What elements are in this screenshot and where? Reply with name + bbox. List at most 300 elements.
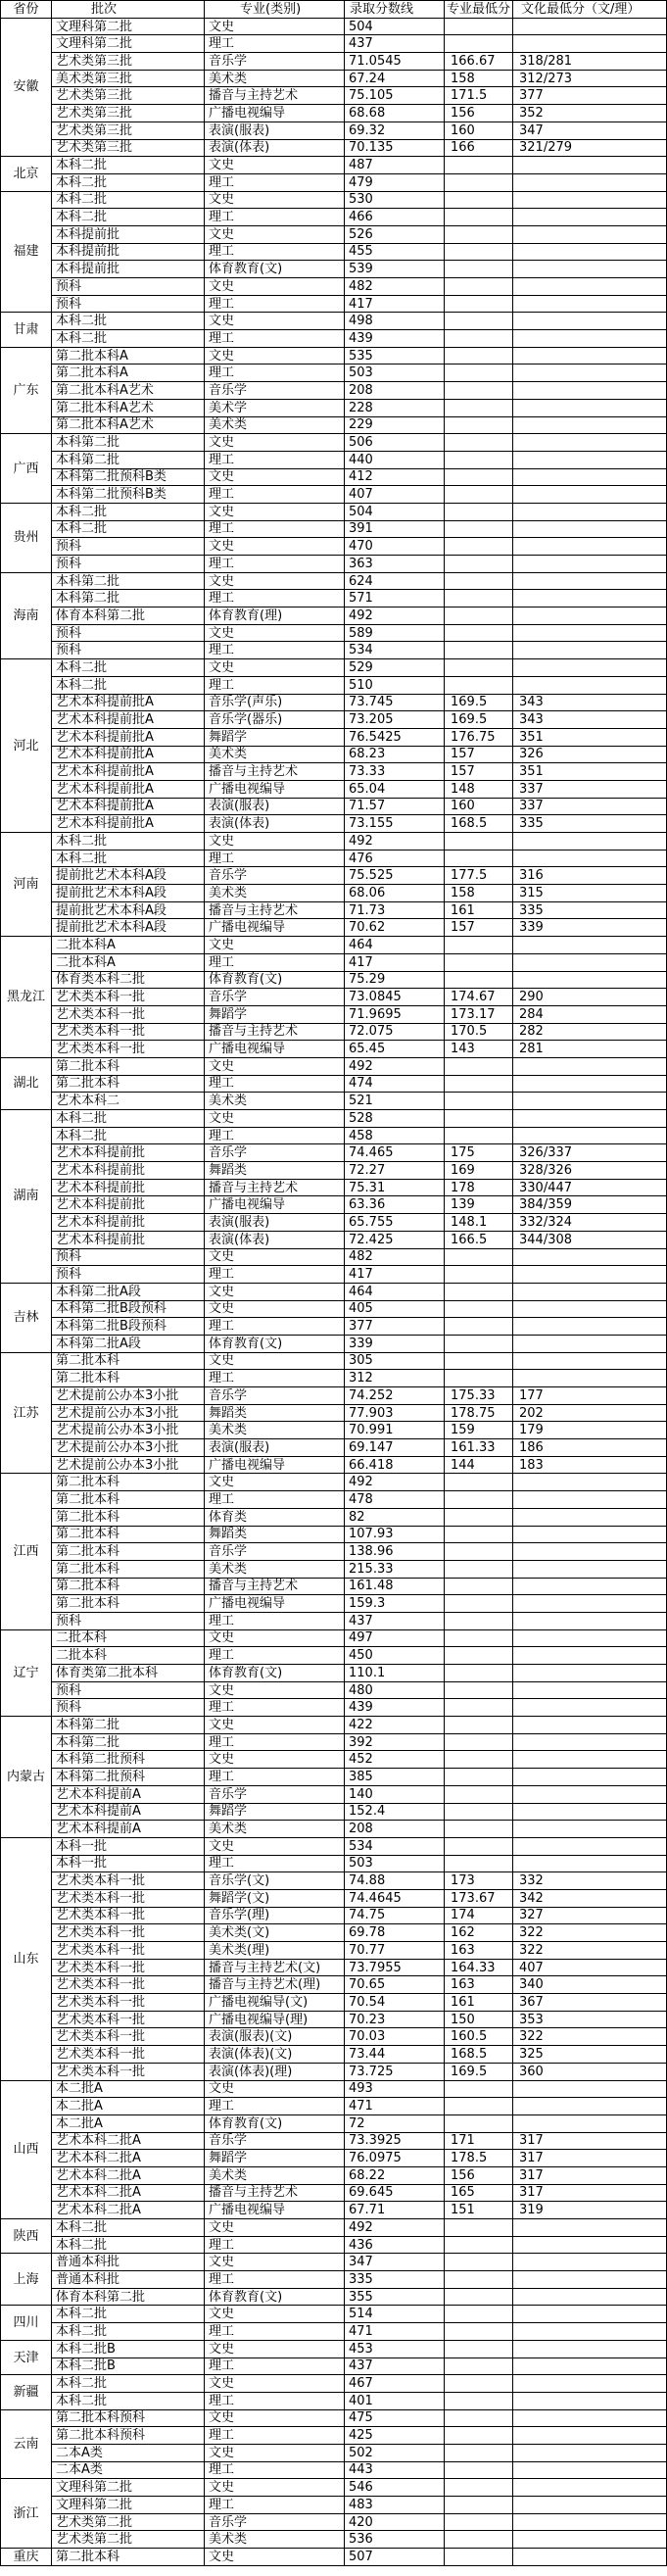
table-row: [1, 885, 667, 902]
culture-min-score-cell: [513, 2549, 667, 2566]
major-cell: 理工: [205, 520, 345, 538]
table-row: [1, 1560, 667, 1578]
admission-score-cell: 70.03: [345, 2028, 445, 2046]
major-cell: 文史: [205, 2549, 345, 2566]
major-min-score-cell: [445, 1127, 513, 1144]
major-min-score-cell: 157: [445, 919, 513, 937]
culture-min-score-cell: 326: [513, 746, 667, 763]
culture-min-score-cell: [513, 2357, 667, 2375]
admission-score-cell: 71.0545: [345, 53, 445, 71]
batch-cell: 第二批本科: [52, 1595, 205, 1613]
major-cell: 音乐学: [205, 382, 345, 400]
table-row: [1, 659, 667, 677]
admission-score-cell: 75.29: [345, 971, 445, 989]
major-min-score-cell: [445, 2340, 513, 2357]
major-min-score-cell: [445, 572, 513, 590]
batch-cell: 提前批艺术本科A段: [52, 867, 205, 885]
admission-score-cell: 74.4645: [345, 1889, 445, 1907]
table-row: [1, 1439, 667, 1457]
table-row: [1, 1093, 667, 1110]
province-cell: 黑龙江: [1, 937, 52, 1058]
admission-score-cell: 452: [345, 1751, 445, 1769]
major-cell: 文史: [205, 1629, 345, 1647]
batch-cell: 本科第二批: [52, 451, 205, 468]
batch-cell: 二本A类: [52, 2461, 205, 2479]
table-row: [1, 538, 667, 556]
culture-min-score-cell: [513, 1821, 667, 1838]
admission-score-cell: 471: [345, 2098, 445, 2115]
culture-min-score-cell: [513, 468, 667, 486]
admission-score-cell: 70.65: [345, 1976, 445, 1994]
admission-score-cell: 159.3: [345, 1595, 445, 1613]
table-row: [1, 1785, 667, 1803]
table-row: [1, 2497, 667, 2514]
major-cell: 理工: [205, 365, 345, 382]
major-min-score-cell: [445, 2409, 513, 2427]
admission-score-cell: 417: [345, 295, 445, 313]
major-cell: 舞蹈学(文): [205, 1889, 345, 1907]
table-row: [1, 2098, 667, 2115]
culture-min-score-cell: 353: [513, 2011, 667, 2028]
major-cell: 文史: [205, 624, 345, 642]
batch-cell: 艺术类本科一批: [52, 1976, 205, 1994]
culture-min-score-cell: [513, 1248, 667, 1266]
table-row: [1, 1508, 667, 1526]
culture-min-score-cell: [513, 173, 667, 191]
major-min-score-cell: 177.5: [445, 867, 513, 885]
culture-min-score-cell: [513, 937, 667, 954]
admission-score-cell: 75.31: [345, 1179, 445, 1196]
batch-cell: 本科二批: [52, 2219, 205, 2237]
batch-cell: 本科二批: [52, 313, 205, 330]
batch-cell: 第二批本科A艺术: [52, 382, 205, 400]
admission-score-cell: 73.205: [345, 711, 445, 729]
table-row: [1, 2531, 667, 2549]
batch-cell: 艺术类本科一批: [52, 1889, 205, 1907]
batch-cell: 艺术本科提前批: [52, 1162, 205, 1180]
admission-score-cell: 73.745: [345, 694, 445, 711]
major-cell: 音乐学(声乐): [205, 694, 345, 711]
major-min-score-cell: 161: [445, 901, 513, 919]
major-cell: 美术类: [205, 70, 345, 87]
major-cell: 理工: [205, 330, 345, 348]
major-min-score-cell: [445, 209, 513, 226]
batch-cell: 艺术类本科一批: [52, 2011, 205, 2028]
major-min-score-cell: 176.75: [445, 728, 513, 746]
table-row: [1, 1907, 667, 1924]
major-min-score-cell: 166.67: [445, 53, 513, 71]
major-cell: 理工: [205, 486, 345, 504]
major-min-score-cell: [445, 1526, 513, 1543]
major-cell: 舞蹈学: [205, 2150, 345, 2167]
major-cell: 美术类: [205, 1422, 345, 1439]
major-min-score-cell: [445, 1837, 513, 1855]
table-row: [1, 1300, 667, 1318]
province-cell: 河南: [1, 833, 52, 937]
major-cell: 音乐学: [205, 1785, 345, 1803]
culture-min-score-cell: [513, 1508, 667, 1526]
major-min-score-cell: 159: [445, 1422, 513, 1439]
major-min-score-cell: [445, 1491, 513, 1509]
major-cell: 文史: [205, 538, 345, 556]
culture-min-score-cell: [513, 2444, 667, 2461]
major-cell: 理工: [205, 1647, 345, 1665]
culture-min-score-cell: 351: [513, 763, 667, 781]
table-row: [1, 1005, 667, 1023]
major-min-score-cell: [445, 2323, 513, 2341]
major-cell: 文史: [205, 1681, 345, 1699]
culture-min-score-cell: 339: [513, 919, 667, 937]
major-cell: 美术类: [205, 1821, 345, 1838]
table-row: [1, 953, 667, 971]
admission-score-cell: 453: [345, 2340, 445, 2357]
culture-min-score-cell: [513, 2219, 667, 2237]
major-cell: 文史: [205, 225, 345, 243]
table-row: [1, 1872, 667, 1890]
major-cell: 理工: [205, 2392, 345, 2409]
batch-cell: 第二批本科A: [52, 365, 205, 382]
major-min-score-cell: [445, 1629, 513, 1647]
batch-cell: 本科第二批预科B类: [52, 468, 205, 486]
culture-min-score-cell: [513, 2254, 667, 2271]
table-row: [1, 1595, 667, 1613]
header-province: 省份: [1, 1, 52, 19]
major-cell: 表演(服表): [205, 122, 345, 139]
major-min-score-cell: [445, 416, 513, 434]
province-cell: 辽宁: [1, 1629, 52, 1716]
culture-min-score-cell: [513, 590, 667, 608]
major-min-score-cell: 161: [445, 1994, 513, 2012]
table-row: [1, 1733, 667, 1751]
major-min-score-cell: 163: [445, 1942, 513, 1960]
province-cell: 安徽: [1, 18, 52, 157]
table-row: [1, 157, 667, 174]
table-row: [1, 1821, 667, 1838]
major-cell: 文史: [205, 468, 345, 486]
province-cell: 天津: [1, 2340, 52, 2374]
major-min-score-cell: [445, 2392, 513, 2409]
table-row: [1, 1352, 667, 1370]
batch-cell: 预科: [52, 1699, 205, 1717]
major-cell: 体育教育(文): [205, 1335, 345, 1352]
major-cell: 美术学: [205, 399, 345, 416]
admission-score-cell: 228: [345, 399, 445, 416]
major-min-score-cell: [445, 2271, 513, 2289]
batch-cell: 本科提前批: [52, 225, 205, 243]
province-cell: 海南: [1, 572, 52, 658]
table-row: [1, 53, 667, 71]
admission-score-cell: 476: [345, 850, 445, 867]
table-row: [1, 1647, 667, 1665]
batch-cell: 提前批艺术本科A段: [52, 919, 205, 937]
table-row: [1, 173, 667, 191]
major-cell: 文史: [205, 2444, 345, 2461]
major-min-score-cell: [445, 503, 513, 520]
admission-score-cell: 492: [345, 833, 445, 851]
major-cell: 理工: [205, 209, 345, 226]
major-cell: 播音与主持艺术: [205, 1179, 345, 1196]
batch-cell: 预科: [52, 1681, 205, 1699]
table-row: [1, 2549, 667, 2566]
major-min-score-cell: [445, 1110, 513, 1128]
admission-score-cell: 229: [345, 416, 445, 434]
batch-cell: 第二批本科: [52, 1543, 205, 1561]
major-min-score-cell: [445, 1093, 513, 1110]
culture-min-score-cell: [513, 556, 667, 573]
batch-cell: 预科: [52, 1248, 205, 1266]
table-row: [1, 139, 667, 157]
admission-score-cell: 483: [345, 2497, 445, 2514]
culture-min-score-cell: [513, 2513, 667, 2531]
table-row: [1, 1889, 667, 1907]
major-cell: 美术类: [205, 1093, 345, 1110]
culture-min-score-cell: [513, 1665, 667, 1682]
header-major-min-score: 专业最低分: [445, 1, 513, 19]
batch-cell: 艺术类本科一批: [52, 2063, 205, 2080]
major-min-score-cell: 162: [445, 1924, 513, 1942]
batch-cell: 艺术提前公办本3小批: [52, 1404, 205, 1422]
admission-score-cell: 305: [345, 1352, 445, 1370]
batch-cell: 二批本科A: [52, 937, 205, 954]
major-min-score-cell: 148: [445, 780, 513, 798]
admission-score-cell: 466: [345, 209, 445, 226]
admission-score-cell: 73.33: [345, 763, 445, 781]
batch-cell: 本科二批: [52, 173, 205, 191]
batch-cell: 本科一批: [52, 1837, 205, 1855]
admission-score-cell: 401: [345, 2392, 445, 2409]
major-min-score-cell: [445, 1647, 513, 1665]
culture-min-score-cell: [513, 157, 667, 174]
batch-cell: 艺术类本科一批: [52, 1924, 205, 1942]
table-row: [1, 556, 667, 573]
major-cell: 理工: [205, 676, 345, 694]
culture-min-score-cell: 384/359: [513, 1196, 667, 1214]
culture-min-score-cell: [513, 1474, 667, 1491]
batch-cell: 第二批本科A艺术: [52, 399, 205, 416]
table-row: [1, 2461, 667, 2479]
batch-cell: 文理科第二批: [52, 2497, 205, 2514]
admission-score-cell: 437: [345, 2357, 445, 2375]
culture-min-score-cell: [513, 1266, 667, 1284]
header-major: 专业(类别): [205, 1, 345, 19]
header-batch: 批次: [52, 1, 205, 19]
culture-min-score-cell: [513, 1543, 667, 1561]
admission-score-cell: 417: [345, 1266, 445, 1284]
culture-min-score-cell: 347: [513, 122, 667, 139]
major-cell: 体育教育(理): [205, 608, 345, 625]
major-min-score-cell: [445, 1751, 513, 1769]
batch-cell: 本科一批: [52, 1855, 205, 1872]
major-cell: 理工: [205, 1699, 345, 1717]
admission-score-cell: 72.075: [345, 1023, 445, 1041]
batch-cell: 本科第二批预科: [52, 1769, 205, 1786]
major-min-score-cell: [445, 1769, 513, 1786]
table-row: [1, 295, 667, 313]
table-row: [1, 18, 667, 35]
batch-cell: 本科二批: [52, 157, 205, 174]
table-row: [1, 1976, 667, 1994]
culture-min-score-cell: [513, 1318, 667, 1336]
major-min-score-cell: [445, 608, 513, 625]
batch-cell: 二批本科: [52, 1629, 205, 1647]
table-row: [1, 122, 667, 139]
admission-score-cell: 68.23: [345, 746, 445, 763]
major-cell: 理工: [205, 1075, 345, 1093]
admission-score-cell: 502: [345, 2444, 445, 2461]
batch-cell: 本科二批: [52, 2236, 205, 2254]
table-row: [1, 1803, 667, 1821]
table-row: [1, 1837, 667, 1855]
culture-min-score-cell: 282: [513, 1023, 667, 1041]
province-cell: 重庆: [1, 2549, 52, 2566]
admission-score-cell: 65.04: [345, 780, 445, 798]
table-row: [1, 1162, 667, 1180]
batch-cell: 艺术类本科一批: [52, 1041, 205, 1058]
batch-cell: 艺术本科提前批A: [52, 746, 205, 763]
major-cell: 文史: [205, 1717, 345, 1734]
culture-min-score-cell: [513, 2409, 667, 2427]
major-min-score-cell: 158: [445, 885, 513, 902]
major-cell: 体育类: [205, 1508, 345, 1526]
admission-score-cell: 498: [345, 313, 445, 330]
major-min-score-cell: [445, 1335, 513, 1352]
header-admission-score: 录取分数线: [345, 1, 445, 19]
admission-score-cell: 510: [345, 676, 445, 694]
major-min-score-cell: [445, 486, 513, 504]
major-min-score-cell: 157: [445, 746, 513, 763]
major-min-score-cell: [445, 261, 513, 278]
culture-min-score-cell: [513, 2098, 667, 2115]
batch-cell: 艺术类本科一批: [52, 1907, 205, 1924]
major-min-score-cell: 158: [445, 70, 513, 87]
admission-score-cell: 546: [345, 2479, 445, 2497]
admission-score-cell: 335: [345, 2271, 445, 2289]
culture-min-score-cell: [513, 1352, 667, 1370]
admission-score-cell: 624: [345, 572, 445, 590]
major-min-score-cell: [445, 833, 513, 851]
major-cell: 理工: [205, 590, 345, 608]
major-min-score-cell: 144: [445, 1456, 513, 1474]
table-row: [1, 694, 667, 711]
culture-min-score-cell: 325: [513, 2046, 667, 2064]
major-cell: 理工: [205, 953, 345, 971]
culture-min-score-cell: [513, 2236, 667, 2254]
province-cell: 山西: [1, 2080, 52, 2219]
table-row: [1, 2132, 667, 2150]
culture-min-score-cell: [513, 261, 667, 278]
admission-score-cell: 66.418: [345, 1456, 445, 1474]
table-row: [1, 278, 667, 296]
table-row: [1, 2011, 667, 2028]
table-row: [1, 382, 667, 400]
batch-cell: 文理科第二批: [52, 2479, 205, 2497]
culture-min-score-cell: [513, 1647, 667, 1665]
culture-min-score-cell: [513, 295, 667, 313]
major-min-score-cell: [445, 2236, 513, 2254]
batch-cell: 本科二批: [52, 209, 205, 226]
major-cell: 理工: [205, 2323, 345, 2341]
major-min-score-cell: [445, 243, 513, 261]
admission-score-cell: 152.4: [345, 1803, 445, 1821]
batch-cell: 艺术类本科一批: [52, 1872, 205, 1890]
table-row: [1, 2028, 667, 2046]
table-row: [1, 1144, 667, 1162]
major-cell: 广播电视编导: [205, 2202, 345, 2219]
admission-score-cell: 355: [345, 2288, 445, 2306]
table-row: [1, 2236, 667, 2254]
major-min-score-cell: [445, 2513, 513, 2531]
major-min-score-cell: [445, 1578, 513, 1595]
admission-score-cell: 161.48: [345, 1578, 445, 1595]
culture-min-score-cell: [513, 434, 667, 452]
table-row: [1, 2340, 667, 2357]
major-cell: 理工: [205, 2357, 345, 2375]
major-min-score-cell: 174: [445, 1907, 513, 1924]
table-row: [1, 2271, 667, 2289]
batch-cell: 艺术类本科一批: [52, 1994, 205, 2012]
province-cell: 贵州: [1, 503, 52, 572]
major-cell: 音乐学: [205, 1144, 345, 1162]
batch-cell: 艺术本科提前批A: [52, 780, 205, 798]
major-cell: 表演(体表): [205, 815, 345, 833]
major-min-score-cell: [445, 1595, 513, 1613]
culture-min-score-cell: [513, 2392, 667, 2409]
table-row: [1, 416, 667, 434]
major-cell: 文史: [205, 278, 345, 296]
culture-min-score-cell: 317: [513, 2166, 667, 2184]
batch-cell: 本科第二批B段预科: [52, 1318, 205, 1336]
table-row: [1, 1855, 667, 1872]
major-min-score-cell: [445, 451, 513, 468]
batch-cell: 第二批本科: [52, 1508, 205, 1526]
table-row: [1, 1214, 667, 1232]
table-row: [1, 1231, 667, 1248]
culture-min-score-cell: [513, 624, 667, 642]
culture-min-score-cell: 352: [513, 105, 667, 122]
table-row: [1, 209, 667, 226]
admission-score-cell: 75.105: [345, 87, 445, 105]
culture-min-score-cell: [513, 1769, 667, 1786]
major-min-score-cell: 160: [445, 798, 513, 815]
table-row: [1, 937, 667, 954]
admission-score-cell: 521: [345, 1093, 445, 1110]
batch-cell: 艺术本科二批A: [52, 2150, 205, 2167]
table-row: [1, 1526, 667, 1543]
admission-score-cell: 74.252: [345, 1387, 445, 1405]
culture-min-score-cell: 407: [513, 1959, 667, 1976]
batch-cell: 本科二批: [52, 330, 205, 348]
table-row: [1, 1491, 667, 1509]
batch-cell: 艺术本科二批A: [52, 2202, 205, 2219]
culture-min-score-cell: [513, 209, 667, 226]
admission-score-cell: 458: [345, 1127, 445, 1144]
table-row: [1, 1665, 667, 1682]
admission-score-cell: 497: [345, 1629, 445, 1647]
admission-score-cell: 530: [345, 191, 445, 209]
table-row: [1, 468, 667, 486]
table-row: [1, 642, 667, 659]
province-cell: 广东: [1, 347, 52, 433]
admission-score-cell: 82: [345, 1508, 445, 1526]
major-cell: 理工: [205, 173, 345, 191]
major-min-score-cell: [445, 2098, 513, 2115]
table-row: [1, 1629, 667, 1647]
table-row: [1, 1681, 667, 1699]
batch-cell: 文理科第二批: [52, 18, 205, 35]
admission-score-cell: 339: [345, 1335, 445, 1352]
admission-score-cell: 467: [345, 2375, 445, 2393]
major-min-score-cell: 169.5: [445, 694, 513, 711]
